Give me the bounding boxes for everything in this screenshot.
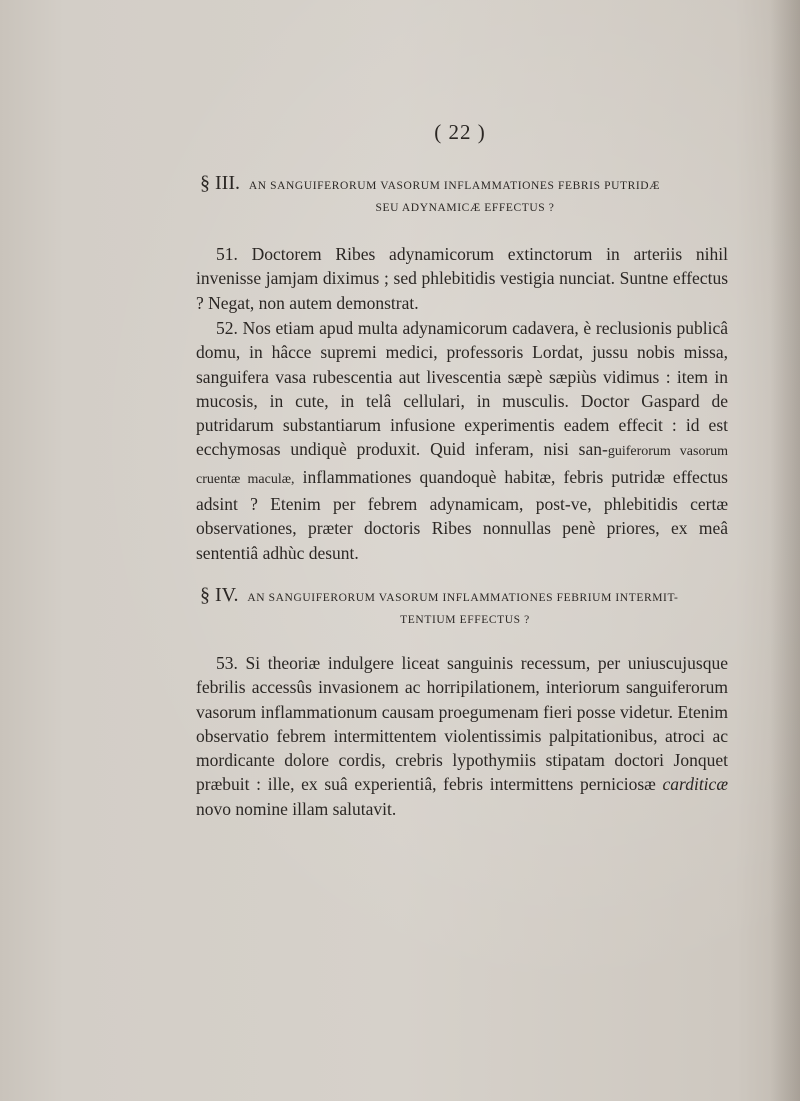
paragraph-53 <box>196 651 728 821</box>
paragraph-text: 52. Nos etiam apud multa adynamicorum cadavera, è reclusionis publicâ domu, in hâcce supremi medici, professoris Lordat, jussu nobis missa, sanguifera vasa rubescentia aut livescentia sæpè sæpiùs vidimus : item in mucosis, in cute, in telâ cellulari, in musculis. Doctor Gaspard de putridarum substantiarum infusione experimentis eadem effecit : id est ecchymosas undiquè produxit. Quid inferam, nisi san- <box>196 318 728 460</box>
section-title-line: AN SANGUIFERORUM VASORUM INFLAMMATIONES FEBRIUM INTERMIT- <box>247 592 679 604</box>
page-number: ( 22 ) <box>434 120 486 144</box>
paragraph-52 <box>196 316 728 565</box>
section-marker: § III. <box>200 172 240 194</box>
section-heading-iii <box>200 172 730 219</box>
paragraph-text: novo nomine illam salutavit. <box>196 798 397 819</box>
paragraph-text: 53. Si theoriæ indulgere liceat sanguinis recessum, per uniuscujusque febrilis accessûs invasionem ac horripilationem, interiorum sanguiferorum vasorum inflammationum causam proegumenam fieri posse videtur. Etenim observatio febrem intermittentem violentissimis palpitationibus, atroci ac mordicante dolore cordis, crebris lypothymiis stipatam doctori Jonquet præbuit : ille, ex suâ experientiâ, febris intermittens perniciosæ <box>196 653 728 795</box>
italic-term: carditicæ <box>662 774 728 795</box>
section-title-line: TENTIUM EFFECTUS ? <box>400 614 530 626</box>
section-heading-iv <box>200 584 730 631</box>
paragraph-51: 51. Doctorem Ribes adynamicorum extinctorum in arteriis nihil invenisse jamjam diximus ; sed phlebitidis vestigia nunciat. Suntne effectus ? Negat, non autem demonstrat. <box>196 244 728 313</box>
paragraph-text-small: guiferorum vasorum cruentæ maculæ, <box>196 444 728 487</box>
section-title-line: SEU ADYNAMICÆ EFFECTUS ? <box>375 202 555 214</box>
page-edge-shadow <box>770 0 800 1101</box>
section-marker: § IV. <box>200 584 239 606</box>
paragraph-text: inflammationes quandoquè habitæ, febris putridæ effectus adsint ? Etenim per febrem adynamicam, post-ve, phlebitidis certæ observationes, præter doctoris Ribes nonnullas penè priores, ex meâ sententiâ adhùc desunt. <box>196 466 728 563</box>
section-title-line: AN SANGUIFERORUM VASORUM INFLAMMATIONES FEBRIS PUTRIDÆ <box>248 180 661 192</box>
